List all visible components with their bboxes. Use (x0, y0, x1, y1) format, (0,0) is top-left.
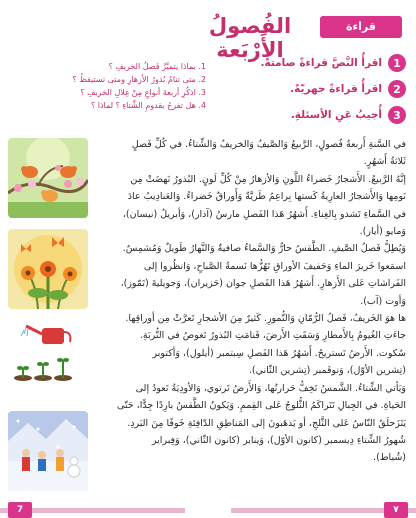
task-text: اقرأُ النَّصَّ قراءةً صامتةً. (260, 57, 382, 69)
task-item (230, 78, 406, 100)
text-line: ثَلاثةُ أَشهُرٍ. (363, 156, 406, 168)
text-line: ها هوَ الخَريفُ، فَصلُ الرُّمّانِ وَالتُّمورِ. كَثيرٌ مِنَ الأشجارِ تَعرَّتْ مِن أوراقِها. (125, 313, 406, 325)
question-item: 3. اذكُرِ أربعةَ أنواعٍ مِنْ غِلالِ الخريفِ ؟ (80, 88, 206, 97)
text-line: سُكوت. الأَرضُ تَستريحُ. أَشهُرُ هَذا الفَصلِ سِبتمبر (أيلول)، وَأكتوبر (152, 347, 406, 359)
autumn-watering-can-image (8, 320, 88, 400)
summer-butterflies-image (8, 229, 88, 309)
text-line: الفَراشاتِ عَلى الأَزهارِ. أَشهُرُ هَذا الفَصلِ جوان (حَزيران)، وَجويليةَ (تَمّوز)، (120, 278, 406, 290)
text-line: وَيُطِلُّ فَصلُ الصَّيفِ. الطَّقسُ حارٌّ وَالسَّماءُ صافيةٌ وَالنَّهارُ طَويلٌ وَمُشمِسٌ. (122, 243, 406, 255)
text-line: يَتَزَحلَقُ النّاسُ عَلى الثَّلجِ، أو يَذهَبونَ إلى المَناطِقِ الدّافِئةِ خَوفًا مِنَ البَردِ. (127, 417, 406, 429)
task-text: اقرأُ قراءةً جهريّةً. (290, 83, 382, 95)
question-list (10, 60, 206, 112)
task-number-badge: 2 (388, 80, 406, 98)
text-line: (تِشرين الأوّل)، وَنوفَمبر (تِشرين الثّاني). (248, 365, 406, 377)
text-line: وَأوت (آب). (360, 295, 406, 307)
task-text: أُجيبُ عَنِ الأسئلةِ. (290, 109, 382, 121)
question-item: 1. بماذا يتميَّزُ فَصلُ الخريفِ ؟ (108, 62, 206, 71)
page-number: ٧ (384, 502, 408, 518)
task-number-badge: 3 (388, 106, 406, 124)
page-footer (0, 502, 416, 518)
text-line: نَومِها وَالأَشجارُ العارِيةُ كَستها بِراعِمُ طَريَّةٌ وَأَوراقٌ خَضراءُ. وَالعَنادِيبُ عادَ (127, 191, 406, 203)
task-item (230, 52, 406, 74)
section-tab-reading: قراءة (320, 16, 402, 38)
text-line: في السَّماءِ تَشدو بِالغِناءِ. أَشهُرُ هَذا الفَصلِ مارسُ (آذار)، وَأبريلُ (نيسان)، (122, 208, 406, 220)
text-line: إنَّهُ الرَّبيعُ. الأَشجارُ خَضراءُ اللَّونِ وَالأزهارُ مِنْ كُلِّ لَونٍ. البُذورُ نَهضَتْ مِن (130, 173, 406, 185)
page-title: الفُصولُ الأَرْبَعة (208, 14, 292, 62)
winter-snow-image (8, 411, 88, 491)
question-item: 4. هل تفرحُ بقدومِ الشِّتاءِ ؟ لماذا ؟ (90, 101, 206, 110)
text-line: الحَياةِ. في الجِبالِ تَتَراكَمُ الثُّلوجُ عَلى القِممِ. وَيَكونُ الطَّقسُ بارِدًا جِدًّا، حَتّى (117, 400, 406, 412)
paragraph (88, 136, 406, 467)
page-number: 7 (8, 502, 32, 518)
task-number-badge: 1 (388, 54, 406, 72)
task-item (230, 104, 406, 126)
text-line: جاءَتِ الغُيومُ بِالأَمطارِ وَسَقَتِ الأَرضَ، فَنامَتِ البُذورُ تَغوصُ في التُّربَةِ. (139, 330, 406, 342)
illustration-column (8, 138, 88, 502)
text-line: وَمايو (أيار). (359, 226, 406, 238)
reading-passage (88, 136, 406, 467)
text-line: وَيَأتي الشِّتاءُ. الشَّمسُ تَخِفُّ حَرارتُها، وَالأَرضُ تَرتوي، وَالأودِيَةُ تَعودُ إلى (135, 382, 406, 394)
text-line: اسمَعوا خَريرَ الماءِ وَحَفيفَ الأوراقِ تَهُزُّها نَسمةُ الصَّباحِ، وَانظُروا إلى (143, 260, 406, 272)
task-list (230, 52, 406, 130)
question-item: 2. متى تنامُ بُذورُ الأزهارِ ومتى تستيقظُ ؟ (72, 75, 206, 84)
text-line: (شُباط). (373, 452, 406, 464)
text-line: شُهورُ الشِّتاءِ دِيسمبر (كانون الأوّل)، وَيناير (كانون الثّاني)، وَفِبراير (151, 434, 406, 446)
text-line: في السَّنةِ أَربعةُ فُصولٍ، الرَّبيعُ وَالصَّيفُ وَالخريفُ وَالشِّتاءُ. في كُلِّ فَصلٍ (131, 139, 406, 150)
spring-birds-image (8, 138, 88, 218)
